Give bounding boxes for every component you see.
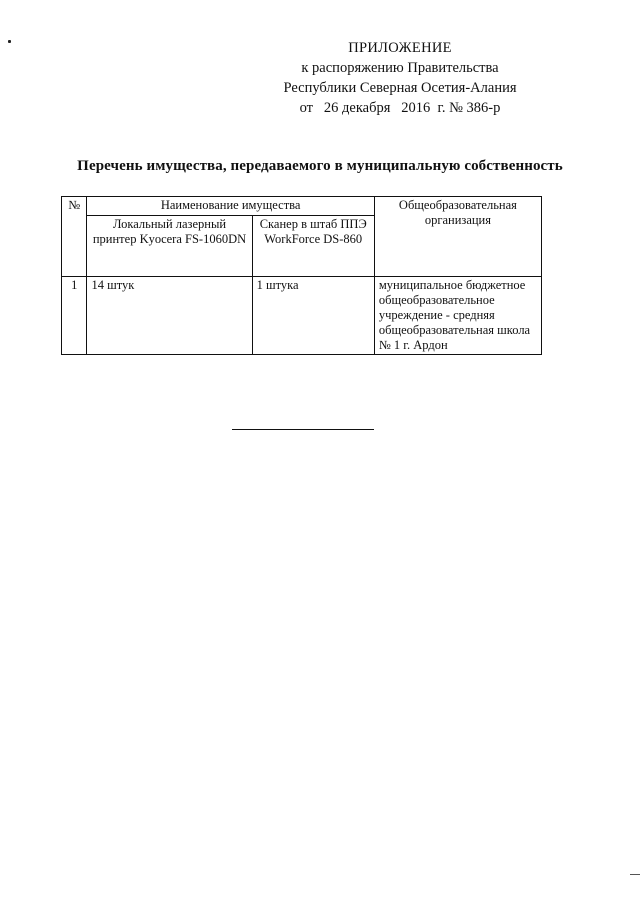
header-number: №: [62, 197, 87, 277]
appendix-order-date-number: от 26 декабря 2016 г. № 386-р: [299, 100, 501, 116]
closing-rule: [232, 429, 374, 430]
appendix-order-reference: к распоряжению Правительства: [301, 60, 499, 76]
cell-number: 1: [62, 277, 87, 355]
appendix-title: ПРИЛОЖЕНИЕ: [348, 40, 452, 56]
table-row: [62, 277, 542, 355]
header-property-name: Наименование имущества: [87, 197, 374, 216]
header-scanner: Сканер в штаб ППЭ WorkForce DS-860: [252, 216, 374, 277]
cell-printer-qty: 14 штук: [87, 277, 252, 355]
table-header-row: [62, 197, 542, 216]
scan-speck: [8, 40, 11, 43]
appendix-header: [270, 38, 530, 118]
cell-organization: муниципальное бюджетное общеобразовательное учреждение - средняя общеобразовательная школа № 1 г. Ардон: [374, 277, 541, 355]
header-organization: Общеобразовательная организация: [374, 197, 541, 277]
property-table: [61, 196, 542, 355]
cell-scanner-qty: 1 штука: [252, 277, 374, 355]
header-printer: Локальный лазерный принтер Kyocera FS-1060DN: [87, 216, 252, 277]
appendix-government-name: Республики Северная Осетия-Алания: [283, 80, 517, 96]
document-title: Перечень имущества, передаваемого в муниципальную собственность: [77, 158, 563, 174]
edge-mark: [630, 874, 640, 875]
